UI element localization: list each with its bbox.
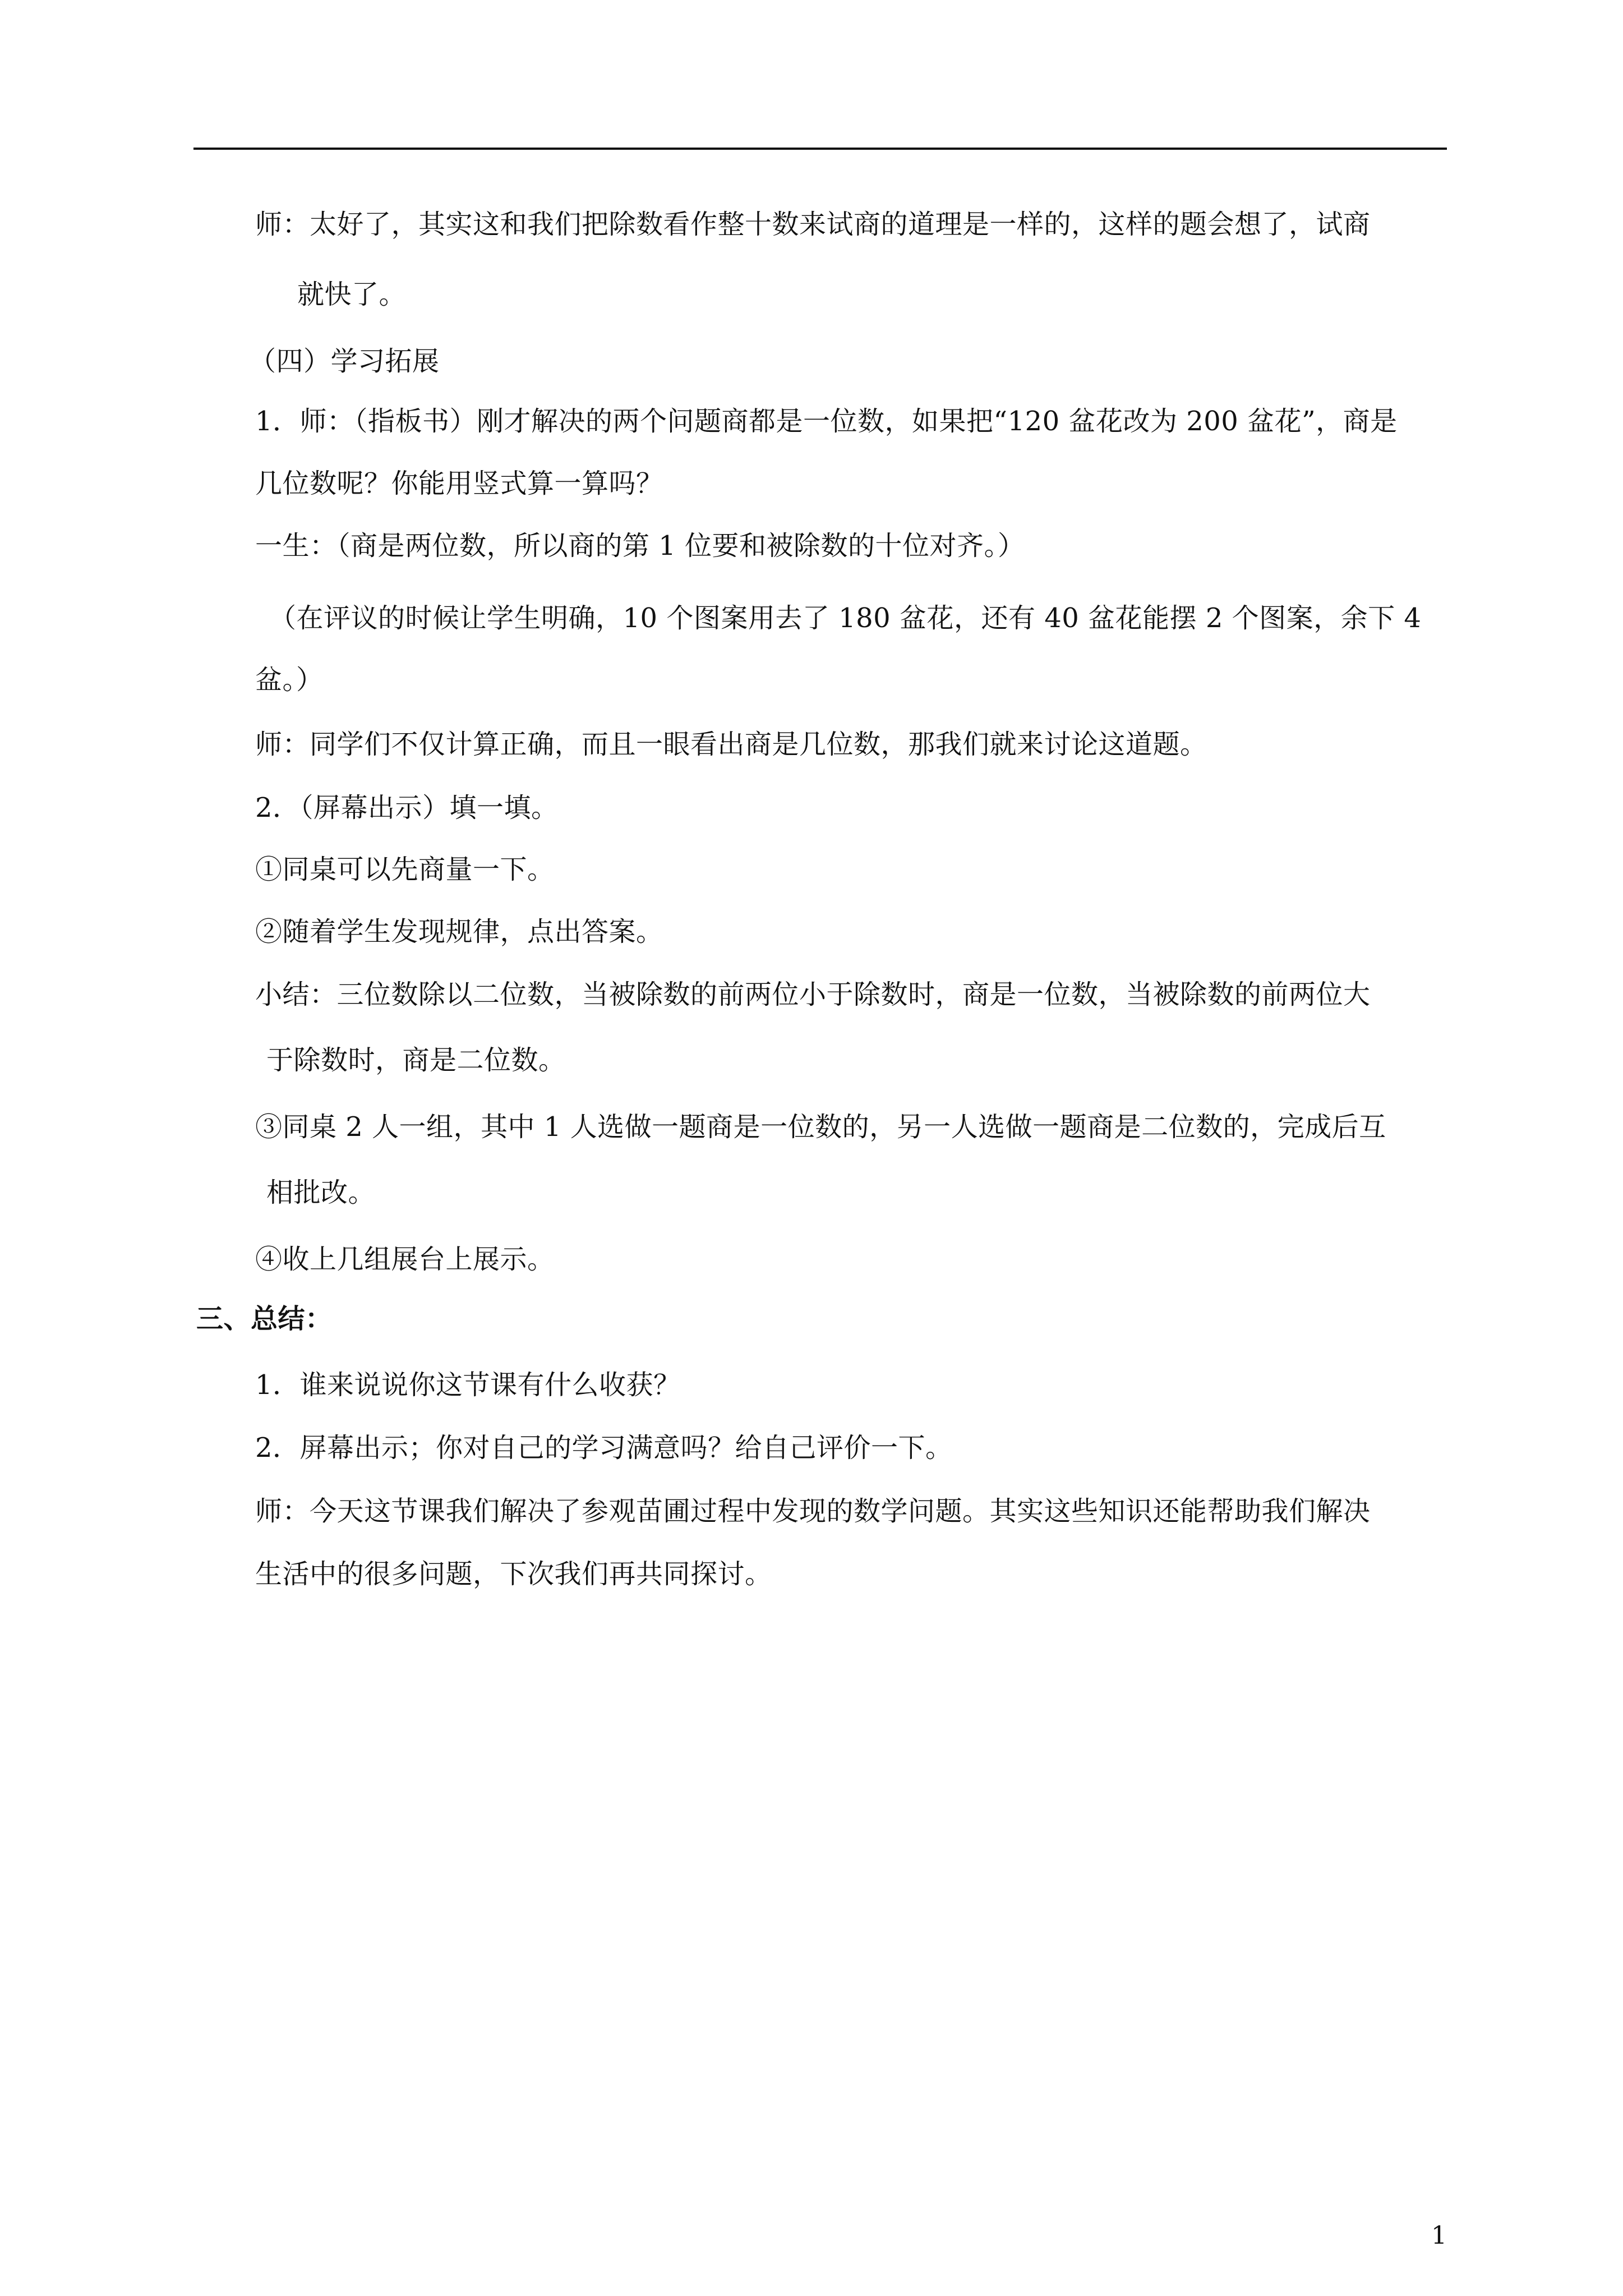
- paragraph-line: ②随着学生发现规律，点出答案。: [255, 916, 663, 947]
- paragraph-line: 于除数时，商是二位数。: [266, 1045, 566, 1076]
- paragraph-line: 2．（屏幕出示）填一填。: [255, 792, 559, 823]
- paragraph-line: 1．谁来说说你这节课有什么收获？: [255, 1369, 681, 1401]
- paragraph-line: 师：今天这节课我们解决了参观苗圃过程中发现的数学问题。其实这些知识还能帮助我们解决: [255, 1496, 1371, 1527]
- paragraph-line: ④收上几组展台上展示。: [255, 1244, 555, 1275]
- paragraph-line: ③同桌 2 人一组，其中 1 人选做一题商是一位数的，另一人选做一题商是二位数的，完成后互: [255, 1111, 1386, 1143]
- paragraph-line: 几位数呢？你能用竖式算一算吗？: [255, 468, 663, 499]
- paragraph-line: （在评议的时候让学生明确，10 个图案用去了 180 盆花，还有 40 盆花能摆 2 个图案，余下 4: [269, 602, 1422, 634]
- page-number: 1: [1431, 2221, 1447, 2250]
- paragraph-line: 2．屏幕出示；你对自己的学习满意吗？给自己评价一下。: [255, 1432, 953, 1464]
- paragraph-line: 相批改。: [266, 1177, 376, 1208]
- section-subheading: （四）学习拓展: [249, 346, 440, 377]
- paragraph-line: 师：太好了，其实这和我们把除数看作整十数来试商的道理是一样的，这样的题会想了，试商: [255, 209, 1371, 240]
- paragraph-line: 一生：（商是两位数，所以商的第 1 位要和被除数的十位对齐。）: [255, 530, 1025, 562]
- paragraph-line: 1．师：（指板书）刚才解决的两个问题商都是一位数，如果把“120 盆花改为 200 盆花”，商是: [255, 406, 1398, 437]
- paragraph-line: 小结：三位数除以二位数，当被除数的前两位小于除数时，商是一位数，当被除数的前两位大: [255, 979, 1371, 1010]
- header-rule: [193, 148, 1447, 150]
- paragraph-line: 生活中的很多问题，下次我们再共同探讨。: [255, 1558, 772, 1590]
- paragraph-line: 盆。）: [255, 664, 324, 696]
- section-heading: 三、总结：: [196, 1303, 333, 1335]
- paragraph-line: 就快了。: [297, 279, 407, 310]
- paragraph-line: ①同桌可以先商量一下。: [255, 854, 555, 885]
- paragraph-line: 师：同学们不仅计算正确，而且一眼看出商是几位数，那我们就来讨论这道题。: [255, 729, 1207, 760]
